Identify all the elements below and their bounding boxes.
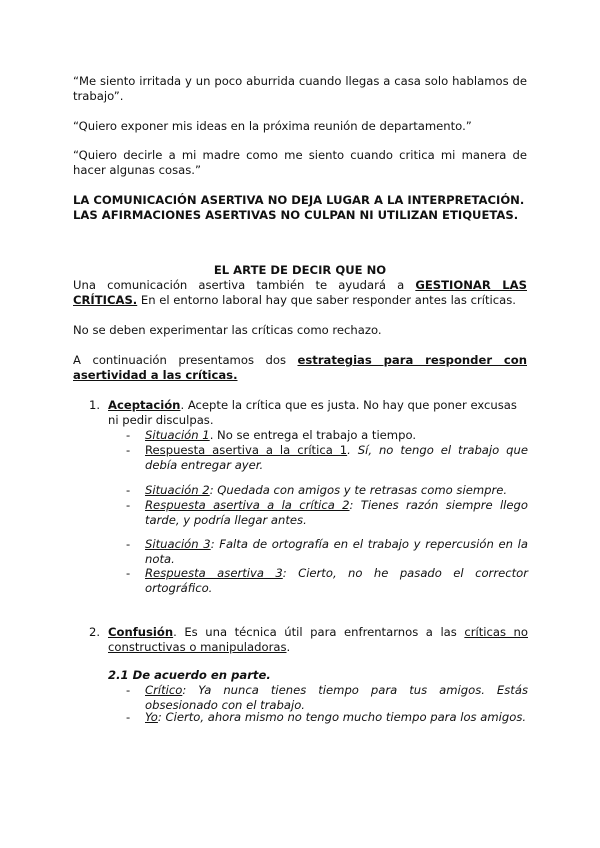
critic-label: Crítico bbox=[145, 683, 183, 697]
situation-1-label: Situación 1 bbox=[145, 428, 210, 442]
bullet-dash: - bbox=[126, 537, 131, 551]
intro-text-a: Una comunicación asertiva también te ayudará a bbox=[73, 278, 416, 292]
response-2-label: Respuesta asertiva a la crítica 2 bbox=[145, 498, 350, 512]
list-number-1: 1. bbox=[89, 398, 101, 412]
situation-1-text: . No se entrega el trabajo a tiempo. bbox=[209, 428, 417, 442]
statement-line-2: LAS AFIRMACIONES ASERTIVAS NO CULPAN NI UTILIZAN ETIQUETAS. bbox=[73, 208, 519, 222]
me-line bbox=[145, 710, 528, 725]
quote-2: “Quiero exponer mis ideas en la próxima reunión de departamento.” bbox=[73, 119, 472, 133]
confusion-link: críticas no constructivas o manipuladoras bbox=[108, 625, 528, 654]
situation-3-label: Situación 3 bbox=[145, 537, 211, 551]
intro-paragraph bbox=[73, 278, 527, 308]
situation-2 bbox=[145, 483, 528, 498]
me-text: : Cierto, ahora mismo no tengo mucho tiempo para los amigos. bbox=[157, 710, 527, 724]
response-1-text: . Sí, no tengo el trabajo que debía entregar ayer. bbox=[145, 443, 529, 472]
intro-highlight: GESTIONAR LAS CRÍTICAS. bbox=[73, 278, 527, 307]
bullet-dash: - bbox=[126, 443, 131, 457]
section-title: EL ARTE DE DECIR QUE NO bbox=[213, 263, 387, 277]
rejection-paragraph: No se deben experimentar las críticas como rechazo. bbox=[73, 323, 382, 337]
confusion-text: . Es una técnica útil para enfrentarnos a las bbox=[173, 625, 465, 639]
strategies-text: A continuación presentamos dos bbox=[73, 353, 298, 367]
situation-3 bbox=[145, 537, 528, 567]
me-label: Yo bbox=[145, 710, 158, 724]
confusion-paragraph bbox=[108, 625, 528, 655]
bullet-dash: - bbox=[126, 498, 131, 512]
subsection-title: 2.1 De acuerdo en parte. bbox=[108, 668, 271, 682]
list-number-2: 2. bbox=[89, 625, 101, 639]
confusion-label: Confusión bbox=[108, 625, 174, 639]
intro-text-c: En el entorno laboral hay que saber responder antes las críticas. bbox=[137, 293, 516, 307]
acceptance-text: . Acepte la crítica que es justa. No hay que poner excusas ni pedir disculpas. bbox=[108, 398, 517, 427]
critic-line bbox=[145, 683, 528, 713]
situation-1 bbox=[145, 428, 528, 443]
quote-1: “Me siento irritada y un poco aburrida cuando llegas a casa solo hablamos de trabajo”. bbox=[73, 74, 527, 103]
acceptance-paragraph bbox=[108, 398, 528, 428]
response-2-text: : Tienes razón siempre llego tarde, y podría llegar antes. bbox=[145, 498, 528, 527]
bullet-dash: - bbox=[126, 683, 131, 697]
strategies-highlight: estrategias para responder con asertividad a las críticas. bbox=[73, 353, 527, 382]
bullet-dash: - bbox=[126, 710, 131, 724]
acceptance-label: Aceptación bbox=[108, 398, 181, 412]
response-2 bbox=[145, 498, 528, 528]
bullet-dash: - bbox=[126, 428, 131, 442]
response-3-text: : Cierto, no he pasado el corrector ortográfico. bbox=[145, 566, 528, 595]
situation-2-text: : Quedada con amigos y te retrasas como siempre. bbox=[209, 483, 508, 497]
bullet-dash: - bbox=[126, 566, 131, 580]
response-3-label: Respuesta asertiva 3 bbox=[145, 566, 283, 580]
quote-3: “Quiero decirle a mi madre como me siento cuando critica mi manera de hacer algunas cosas.” bbox=[73, 148, 527, 177]
situation-2-label: Situación 2 bbox=[145, 483, 210, 497]
situation-3-text: : Falta de ortografía en el trabajo y repercusión en la nota. bbox=[145, 537, 528, 566]
confusion-end: . bbox=[286, 640, 291, 654]
statement-line-1: LA COMUNICACIÓN ASERTIVA NO DEJA LUGAR A LA INTERPRETACIÓN. bbox=[73, 193, 525, 207]
strategies-paragraph bbox=[73, 353, 527, 383]
bullet-dash: - bbox=[126, 483, 131, 497]
response-1 bbox=[145, 443, 528, 473]
response-1-label: Respuesta asertiva a la crítica 1 bbox=[145, 443, 348, 457]
response-3 bbox=[145, 566, 528, 596]
critic-text: : Ya nunca tienes tiempo para tus amigos. Estás obsesionado con el trabajo. bbox=[145, 683, 528, 712]
